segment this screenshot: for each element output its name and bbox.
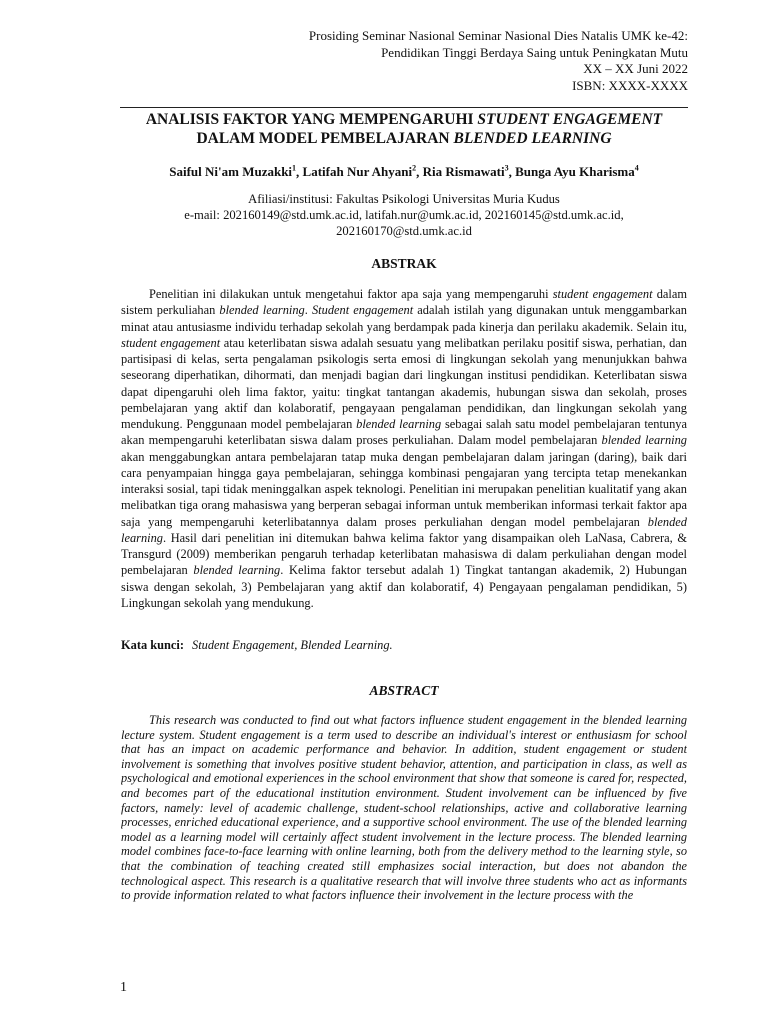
- abstrak-segment: blended learning: [121, 514, 687, 545]
- abstrak-segment: . Hasil dari penelitian ini ditemukan bahwa kelima faktor yang disampaikan oleh LaNasa, Cabrera, & Transgurd (2009) memberikan pengaruh terhadap keterlibatan mahasiswa di dalam perkuliahan dengan model pembelajaran: [121, 530, 687, 578]
- abstrak-segment: blended learning: [356, 417, 442, 431]
- affiliation-emails: e-mail: 202160149@std.umk.ac.id, latifah.nur@umk.ac.id, 202160145@std.umk.ac.id,: [184, 208, 624, 222]
- author-list: Saiful Ni'am Muzakki$^1$, Latifah Nur Ahyani$^2$, Ria Rismawati$^3$, Bunga Ayu Kharisma$^4$: [169, 164, 639, 180]
- author-3: Ria Rismawati$^3$: [422, 164, 509, 180]
- abstrak-body: [121, 286, 687, 611]
- abstrak-segment: .: [304, 303, 312, 318]
- abstrak-segment: atau keterlibatan siswa adalah sesuatu yang melibatkan perilaku positif siswa, perhatian, dan partisipasi di kelas, serta pengalaman psikologis serta emosi di lingkungan sekolah yang menunjukkan bahwa seseorang diperhatikan, dihormati, dan menjadi bagian dari lingkungan institusi pendidikan. Keterlibatan siswa dapat dipengaruhi oleh lima faktor, yaitu: tingkat tantangan akademis, hubungan siswa dan sekolah, proses pembelajaran yang aktif dan kolaboratif, pengayaan pengalaman pendidikan, dan lingkungan sekolah yang mendukung. Penggunaan model pembelajaran: [121, 335, 687, 431]
- affiliation-institution: Afiliasi/institusi: Fakultas Psikologi Universitas Muria Kudus: [248, 192, 560, 206]
- page-number: 1: [120, 980, 127, 995]
- affiliation-emails-cont: 202160170@std.umk.ac.id: [336, 224, 472, 238]
- title-line2-plain: DALAM MODEL PEMBELAJARAN: [196, 130, 454, 147]
- header-line-1: Prosiding Seminar Nasional Seminar Nasional Dies Natalis UMK ke-42:: [308, 28, 688, 43]
- abstrak-segment: . Kelima faktor tersebut adalah 1) Tingkat tantangan akademik, 2) Hubungan siswa dengan sekolah, 3) Pembelajaran yang aktif dan kolaboratif, 4) Pengayaan pengalaman pendidikan, 5) Lingkungan sekolah yang mendukung.: [121, 563, 687, 610]
- title-line2-italic: BLENDED LEARNING: [453, 130, 612, 147]
- abstrak-segment: akan menggabungkan antara pembelajaran tatap muka dengan pembelajaran dalam jaringan (daring), baik dari cara penyampaian hingga gaya pembelajaran, sehingga kombinasi pengajaran yang tercipta tetap menekankan interaksi sosial, tapi tidak meninggalkan aspek teknologi. Penelitian ini merupakan penelitian kualitatif yang akan melibatkan tiga orang mahasiswa yang berperan sebagai informan untuk memberikan informasi terkait faktor apa saja yang mempengaruhi keterlibatannya dalam proses perkuliahan dengan model pembelajaran: [121, 449, 687, 529]
- abstract-heading: ABSTRACT: [369, 683, 439, 698]
- paper-title: [110, 110, 698, 148]
- abstrak-segment: blended learning: [601, 433, 687, 448]
- abstrak-heading: ABSTRAK: [371, 256, 437, 271]
- header-line-2: Pendidikan Tinggi Berdaya Saing untuk Peningkatan Mutu: [381, 44, 688, 60]
- title-line1-italic: STUDENT ENGAGEMENT: [477, 111, 663, 128]
- author-4: Bunga Ayu Kharisma$^4$: [515, 164, 639, 180]
- keywords: [121, 637, 687, 653]
- abstrak-segment: adalah istilah yang digunakan untuk menggambarkan minat atau antusiasme individu terhadap sekolah yang berdampak pada kinerja dan perilaku akademik. Selain itu,: [121, 303, 687, 334]
- title-line1-plain: ANALISIS FAKTOR YANG MEMPENGARUHI: [145, 111, 478, 128]
- keywords-value: Student Engagement, Blended Learning.: [192, 638, 393, 652]
- abstrak-segment: blended learning: [219, 303, 305, 318]
- author-2: Latifah Nur Ahyani$^2$: [302, 164, 417, 180]
- keywords-label: Kata kunci:: [121, 638, 184, 652]
- abstrak-segment: Penelitian ini dilakukan untuk mengetahui faktor apa saja yang mempengaruhi: [149, 287, 553, 301]
- abstrak-segment: sebagai salah satu model pembelajaran tentunya akan mempengaruhi keterlibatan siswa dalam proses perkuliahan. Dalam model pembelajaran: [121, 417, 688, 448]
- header-line-4: ISBN: XXXX-XXXX: [572, 77, 688, 93]
- abstrak-segment: Student engagement: [311, 303, 414, 318]
- abstrak-segment: student engagement: [121, 335, 221, 350]
- abstrak-segment: student engagement: [552, 287, 653, 301]
- abstrak-segment: blended learning: [193, 563, 281, 578]
- header-divider: [120, 107, 688, 108]
- affiliation: [110, 191, 698, 239]
- header-line-3: XX – XX Juni 2022: [583, 61, 688, 76]
- author-1: Saiful Ni'am Muzakki$^1$: [169, 164, 297, 180]
- abstrak-segment: dalam sistem perkuliahan: [121, 287, 687, 318]
- abstract-body: This research was conducted to find out what factors influence student engagement in the blended learning lecture system. Student engagement is a term used to describe an individual's interest or enthusiasm for school that has an impact on academic performance and behavior. In addition, student engagement or student involvement is something that involves positive student behavior, attention, and participation in class, as well as psychological and emotional experiences in the school environment that show that someone is cared for, respected, and becomes part of the educational institution environment. Student involvement can be influenced by five factors, namely: level of academic challenge, student-school relationships, active and collaborative learning processes, enriched educational experience, and a supportive school environment. The use of the blended learning model as a learning model will certainly affect student involvement in the lecture process. The blended learning model combines face-to-face learning with online learning, both from the delivery method to the learning style, so that the combination of teaching created still emphasizes social interaction, but does not abandon the technological aspect. This research is a qualitative research that will involve three students who act as informants to provide information related to what factors influence their involvement in the lecture process with the: [121, 713, 687, 903]
- proceedings-header: [168, 28, 688, 94]
